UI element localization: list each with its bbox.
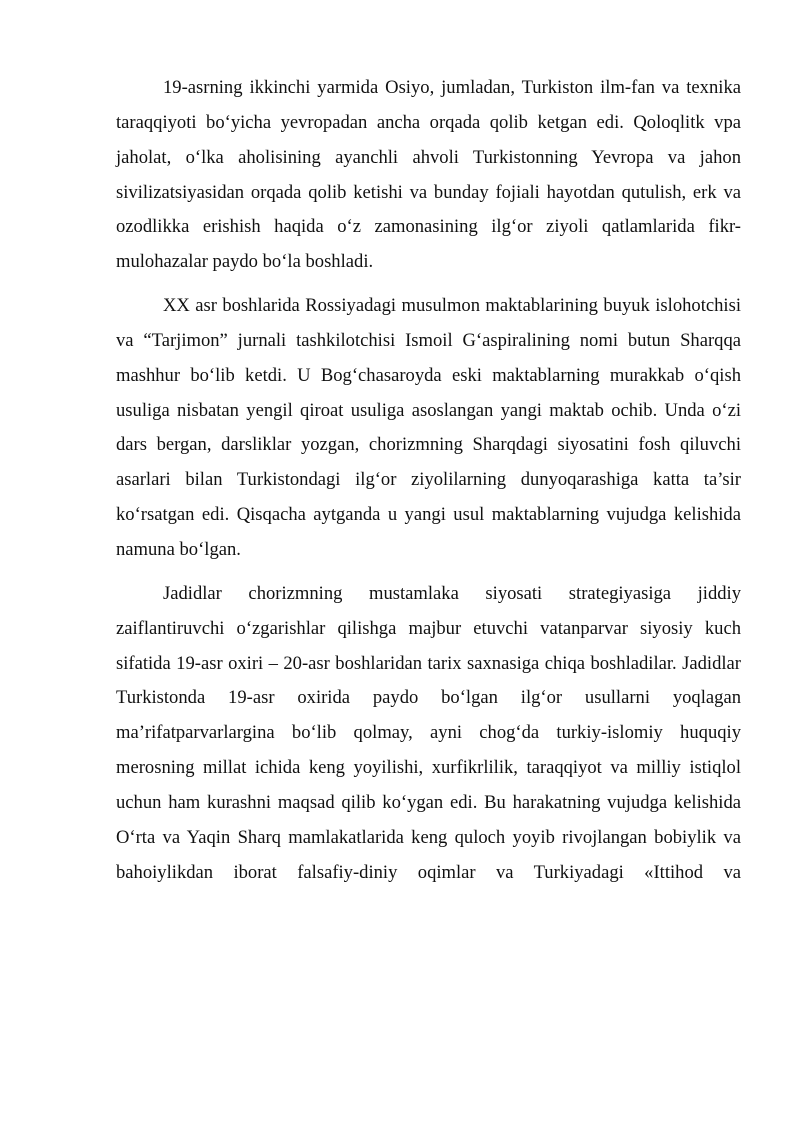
paragraph-1: 19-asrning ikkinchi yarmida Osiyo, jumladan, Turkiston ilm-fan va texnika taraqqiyoti bo‘yicha yevropadan ancha orqada qolib ketgan edi. Qoloqlitk vpa jaholat, o‘lka aholisining ayanchli ahvoli Turkistonning Yevropa va jahon sivilizatsiyasidan orqada qolib ketishi va bunday fojiali hayotdan qutulish, erk va ozodlikka erishish haqida o‘z zamonasining ilg‘or ziyoli qatlamlarida fikr-mulohazalar paydo bo‘la boshladi. [116, 77, 741, 273]
paragraph-2: XX asr boshlarida Rossiyadagi musulmon maktablarining buyuk islohotchisi va “Tarjimon” jurnali tashkilotchisi Ismoil G‘aspiralining nomi butun Sharqqa mashhur bo‘lib ketdi. U Bog‘chasaroyda eski maktablarning murakkab o‘qish usuliga nisbatan yengil qiroat usuliga asoslangan yangi maktab ochib. Unda o‘zi dars bergan, darsliklar yozgan, chorizmning Sharqdagi siyosatini fosh qiluvchi asarlari bilan Turkistondagi ilg‘or ziyolilarning dunyoqarashiga katta ta’sir ko‘rsatgan edi. Qisqacha aytganda u yangi usul maktablarning vujudga kelishida namuna bo‘lgan. [116, 295, 741, 560]
paragraph-3: Jadidlar chorizmning mustamlaka siyosati strategiyasiga jiddiy zaiflantiruvchi o‘zgarishlar qilishga majbur etuvchi vatanparvar siyosiy kuch sifatida 19-asr oxiri – 20-asr boshlaridan tarix saxnasiga chiqa boshladilar. Jadidlar Turkistonda 19-asr oxirida paydo bo‘lgan ilg‘or usullarni yoqlagan ma’rifatparvarlargina bo‘lib qolmay, ayni chog‘da turkiy-islomiy huquqiy merosning millat ichida keng yoyilishi, xurfikrlilik, taraqqiyot va milliy istiqlol uchun ham kurashni maqsad qilib ko‘ygan edi. Bu harakatning vujudga kelishida O‘rta va Yaqin Sharq mamlakatlarida keng quloch yoyib rivojlangan bobiylik va bahoiylikdan iborat falsafiy-diniy oqimlar va Turkiyadagi «Ittihod va [116, 582, 741, 883]
document-page [116, 71, 741, 890]
